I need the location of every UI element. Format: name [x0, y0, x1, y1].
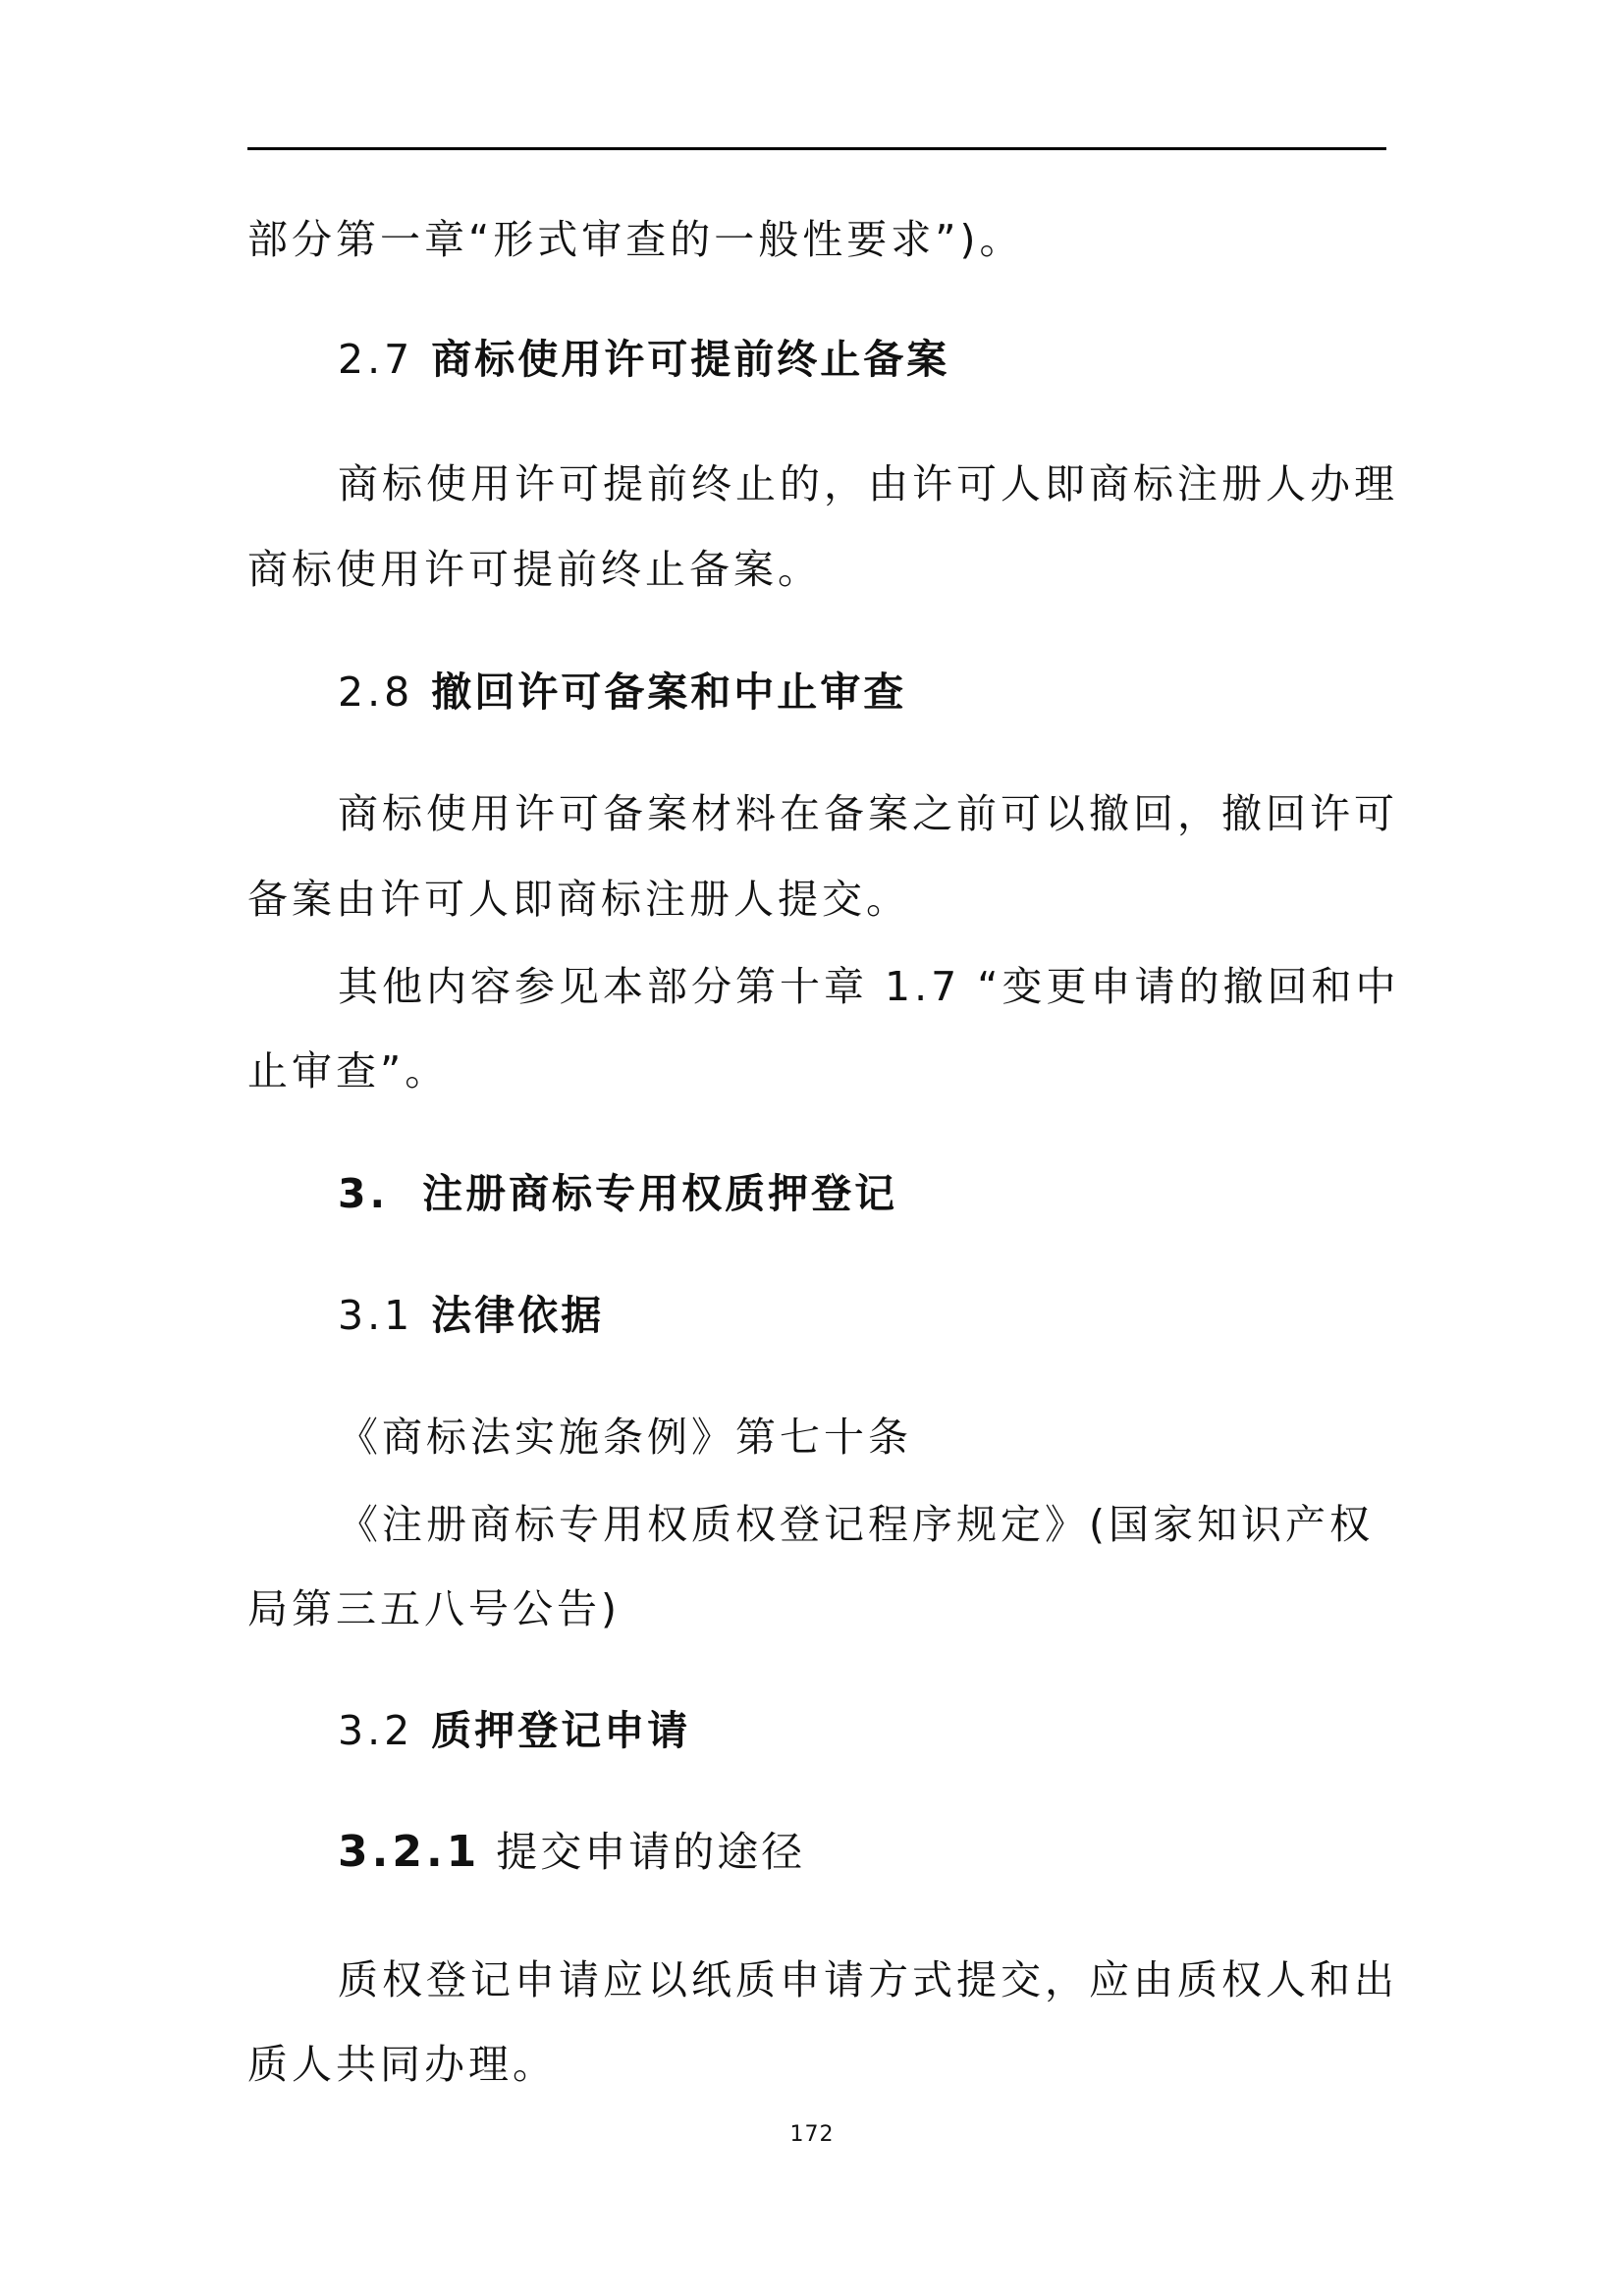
section-title: 法律依据	[431, 1292, 605, 1339]
header-rule	[247, 147, 1386, 150]
legal-reference: 《注册商标专用权质权登记程序规定》(国家知识产权	[338, 1501, 1374, 1548]
paragraph-line: 商标使用许可提前终止的，由许可人即商标注册人办理	[338, 460, 1398, 507]
section-3-1-heading	[338, 1292, 605, 1339]
paragraph-line: 商标使用许可提前终止备案。	[247, 546, 822, 593]
section-title: 提交申请的途径	[496, 1828, 806, 1876]
paragraph-line: 其他内容参见本部分第十章 1.7 “变更申请的撤回和中	[338, 963, 1400, 1010]
section-title: 注册商标专用权质押登记	[422, 1170, 898, 1217]
section-3-2-1-heading	[338, 1827, 806, 1877]
section-3-2-heading	[338, 1707, 691, 1754]
section-title: 撤回许可备案和中止审查	[431, 668, 907, 716]
section-title: 商标使用许可提前终止备案	[431, 336, 950, 383]
section-number: 2.7	[338, 336, 414, 383]
paragraph-line: 质权登记申请应以纸质申请方式提交，应由质权人和出	[338, 1956, 1398, 2003]
section-number: 2.8	[338, 668, 414, 716]
continuation-text: 部分第一章“形式审查的一般性要求”)。	[247, 216, 1024, 263]
paragraph-line: 商标使用许可备案材料在备案之前可以撤回，撤回许可	[338, 790, 1398, 837]
paragraph-line: 质人共同办理。	[247, 2041, 557, 2088]
section-title: 质押登记申请	[431, 1707, 691, 1754]
section-number: 3.	[338, 1170, 390, 1217]
paragraph-line: 止审查”。	[247, 1047, 450, 1095]
section-2-8-heading	[338, 668, 907, 716]
legal-reference: 局第三五八号公告)	[247, 1585, 621, 1632]
section-number: 3.2	[338, 1707, 414, 1754]
section-number: 3.1	[338, 1292, 414, 1339]
page-number: 172	[789, 2122, 835, 2147]
section-3-heading	[338, 1170, 898, 1217]
paragraph-line: 备案由许可人即商标注册人提交。	[247, 876, 910, 923]
legal-reference: 《商标法实施条例》第七十条	[338, 1414, 912, 1461]
section-2-7-heading	[338, 336, 950, 383]
section-number: 3.2.1	[338, 1827, 481, 1877]
